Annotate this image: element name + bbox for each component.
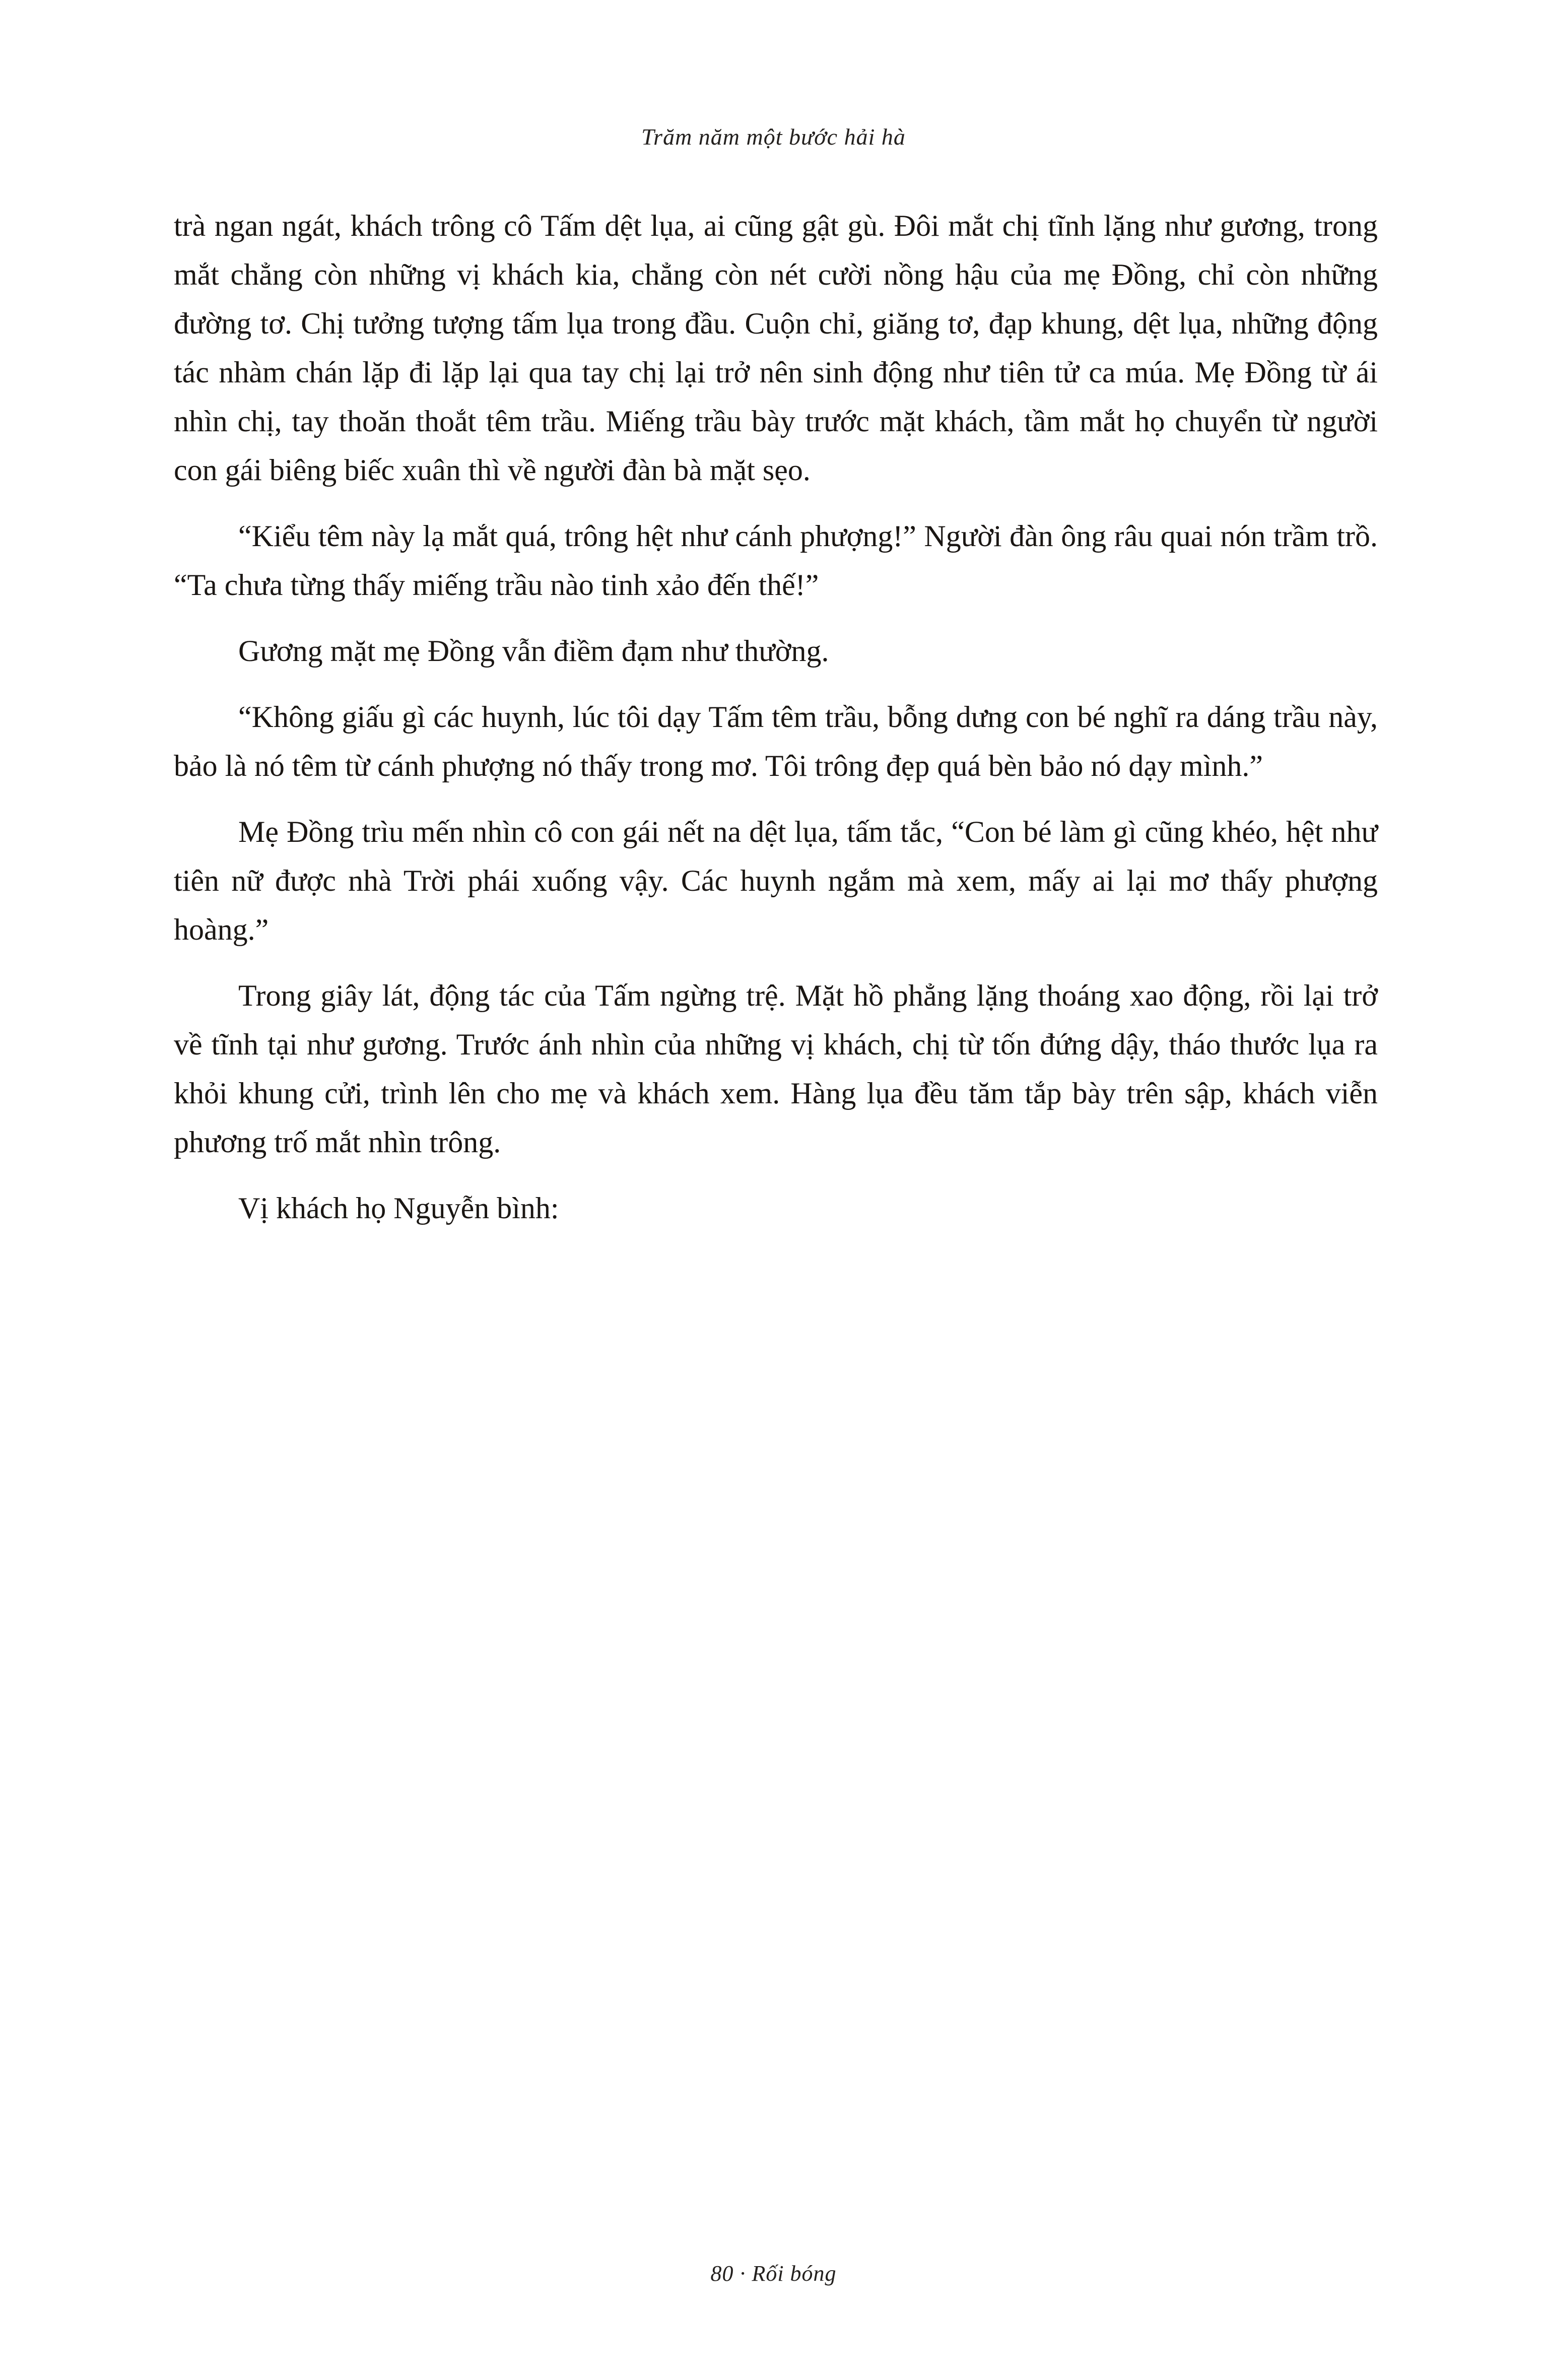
running-head: Trăm năm một bước hải hà xyxy=(641,124,906,150)
paragraph: trà ngan ngát, khách trông cô Tấm dệt lụa, ai cũng gật gù. Đôi mắt chị tĩnh lặng như gương, trong mắt chẳng còn những vị khách kia, chẳng còn nét cười nồng hậu của mẹ Đồng, chỉ còn những đường tơ. Chị tưởng tượng tấm lụa trong đầu. Cuộn chỉ, giăng tơ, đạp khung, dệt lụa, những động tác nhàm chán lặp đi lặp lại qua tay chị lại trở nên sinh động như tiên tử ca múa. Mẹ Đồng từ ái nhìn chị, tay thoăn thoắt têm trầu. Miếng trầu bày trước mặt khách, tầm mắt họ chuyển từ người con gái biêng biếc xuân thì về người đàn bà mặt sẹo. xyxy=(174,209,1378,487)
page-folio: 80 · Rối bóng xyxy=(710,2261,837,2286)
paragraph: “Kiểu têm này lạ mắt quá, trông hệt như cánh phượng!” Người đàn ông râu quai nón trầm trồ. “Ta chưa từng thấy miếng trầu nào tinh xảo đến thế!” xyxy=(174,519,1378,602)
paragraph: Gương mặt mẹ Đồng vẫn điềm đạm như thường. xyxy=(238,634,829,668)
paragraph: “Không giấu gì các huynh, lúc tôi dạy Tấm têm trầu, bỗng dưng con bé nghĩ ra dáng trầu này, bảo là nó têm từ cánh phượng nó thấy trong mơ. Tôi trông đẹp quá bèn bảo nó dạy mình.” xyxy=(174,700,1378,782)
paragraph: Vị khách họ Nguyễn bình: xyxy=(238,1192,559,1225)
paragraph: Mẹ Đồng trìu mến nhìn cô con gái nết na dệt lụa, tấm tắc, “Con bé làm gì cũng khéo, hệt như tiên nữ được nhà Trời phái xuống vậy. Các huynh ngắm mà xem, mấy ai lại mơ thấy phượng hoàng.” xyxy=(174,815,1378,946)
page-body xyxy=(174,202,1378,1236)
paragraph: Trong giây lát, động tác của Tấm ngừng trệ. Mặt hồ phẳng lặng thoáng xao động, rồi lại trở về tĩnh tại như gương. Trước ánh nhìn của những vị khách, chị từ tốn đứng dậy, tháo thước lụa ra khỏi khung cửi, trình lên cho mẹ và khách xem. Hàng lụa đều tăm tắp bày trên sập, khách viễn phương trố mắt nhìn trông. xyxy=(174,979,1378,1159)
